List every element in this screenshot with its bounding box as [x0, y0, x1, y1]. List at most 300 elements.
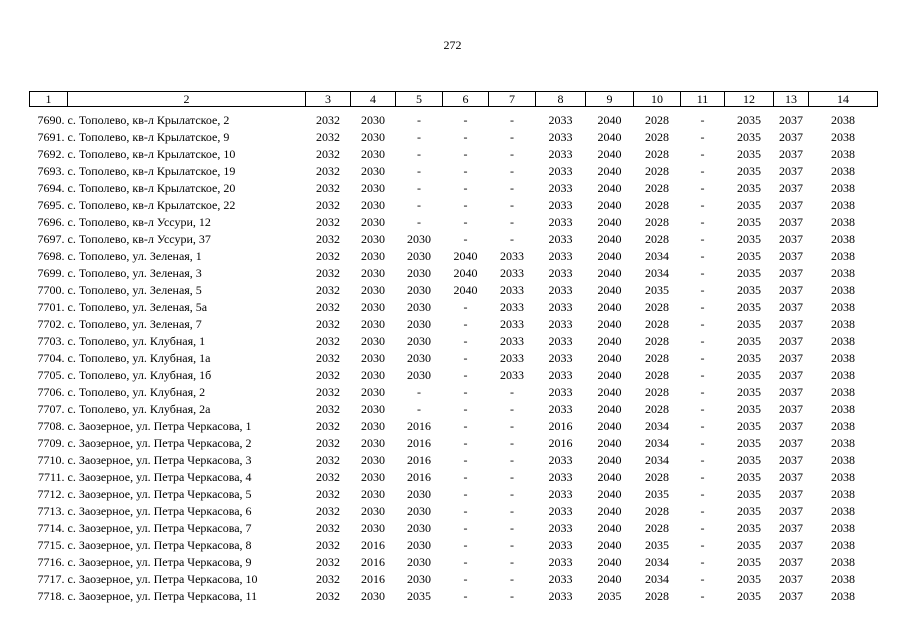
row-number: 7706.	[37, 385, 65, 399]
year-cell: 2028	[645, 130, 669, 144]
year-cell: 2038	[831, 521, 855, 535]
year-cell: 2035	[737, 453, 761, 467]
year-cell: -	[700, 334, 705, 348]
year-cell: 2037	[779, 147, 803, 161]
address-cell: с. Тополево, ул. Зеленая, 1	[67, 249, 202, 263]
year-cell: 2032	[316, 130, 340, 144]
year-cell: -	[700, 572, 705, 586]
table-row	[30, 503, 878, 520]
column-header: 10	[634, 92, 681, 107]
year-cell: 2037	[779, 215, 803, 229]
year-cell: 2038	[831, 232, 855, 246]
year-cell: 2037	[779, 572, 803, 586]
year-cell: 2033	[548, 266, 573, 280]
year-cell: 2033	[548, 351, 573, 365]
year-cell: 2032	[316, 419, 340, 433]
year-cell: 2032	[316, 521, 340, 535]
year-cell: 2038	[831, 130, 855, 144]
year-cell: 2028	[645, 198, 669, 212]
header-row	[30, 92, 878, 107]
page-number: 272	[443, 38, 462, 52]
address-cell: с. Тополево, кв-л Крылатское, 9	[67, 130, 230, 144]
year-cell: 2030	[407, 555, 431, 569]
year-cell: 2035	[737, 232, 761, 246]
year-cell: 2037	[779, 453, 803, 467]
year-cell: -	[510, 215, 514, 229]
address-cell: с. Заозерное, ул. Петра Черкасова, 8	[67, 538, 252, 552]
year-cell: 2032	[316, 266, 340, 280]
row-number: 7690.	[37, 113, 65, 127]
year-cell: 2033	[548, 334, 573, 348]
year-cell: -	[510, 572, 514, 586]
year-cell: 2035	[645, 283, 669, 297]
year-cell: 2033	[548, 555, 573, 569]
year-cell: 2033	[500, 283, 524, 297]
year-cell: 2032	[316, 470, 340, 484]
table-row	[30, 265, 878, 282]
year-cell: 2038	[831, 215, 855, 229]
table-row	[30, 418, 878, 435]
year-cell: -	[463, 147, 468, 161]
year-cell: 2038	[831, 402, 855, 416]
year-cell: 2038	[831, 589, 855, 603]
year-cell: 2035	[407, 589, 431, 603]
year-cell: 2032	[316, 164, 340, 178]
year-cell: -	[510, 164, 514, 178]
year-cell: 2037	[779, 368, 803, 382]
row-number: 7711.	[37, 470, 65, 484]
year-cell: 2030	[361, 453, 385, 467]
year-cell: 2038	[831, 385, 855, 399]
address-cell: с. Тополево, кв-л Уссури, 12	[67, 215, 211, 229]
year-cell: 2035	[737, 436, 761, 450]
year-cell: 2033	[548, 589, 573, 603]
year-cell: 2038	[831, 181, 855, 195]
column-header: 3	[306, 92, 351, 107]
year-cell: 2038	[831, 368, 855, 382]
year-cell: 2033	[548, 470, 573, 484]
year-cell: 2033	[548, 317, 573, 331]
year-cell: 2028	[645, 334, 669, 348]
year-cell: 2040	[597, 164, 622, 178]
year-cell: 2037	[779, 283, 803, 297]
address-cell: с. Тополево, ул. Клубная, 1а	[67, 351, 211, 365]
year-cell: 2030	[407, 504, 431, 518]
year-cell: 2037	[779, 300, 803, 314]
year-cell: 2028	[645, 215, 669, 229]
year-cell: -	[700, 436, 705, 450]
year-cell: 2033	[548, 113, 573, 127]
year-cell: -	[700, 232, 705, 246]
year-cell: -	[510, 504, 514, 518]
year-cell: -	[700, 266, 705, 280]
year-cell: 2032	[316, 504, 340, 518]
year-cell: 2035	[737, 198, 761, 212]
year-cell: 2040	[597, 215, 622, 229]
year-cell: -	[700, 300, 705, 314]
year-cell: 2028	[645, 113, 669, 127]
year-cell: 2032	[316, 198, 340, 212]
year-cell: -	[700, 317, 705, 331]
table-row	[30, 231, 878, 248]
year-cell: 2034	[645, 249, 669, 263]
year-cell: 2034	[645, 436, 669, 450]
table-row	[30, 282, 878, 299]
year-cell: -	[700, 351, 705, 365]
year-cell: 2028	[645, 317, 669, 331]
year-cell: -	[510, 521, 514, 535]
table-row	[30, 146, 878, 163]
year-cell: -	[510, 385, 514, 399]
year-cell: 2038	[831, 487, 855, 501]
row-number: 7707.	[37, 402, 65, 416]
year-cell: 2040	[597, 249, 622, 263]
year-cell: 2035	[737, 300, 761, 314]
year-cell: 2033	[548, 402, 573, 416]
year-cell: 2037	[779, 436, 803, 450]
year-cell: -	[463, 504, 468, 518]
row-number: 7694.	[37, 181, 65, 195]
table-row	[30, 554, 878, 571]
table-row	[30, 520, 878, 537]
year-cell: -	[700, 453, 705, 467]
year-cell: -	[463, 572, 468, 586]
year-cell: 2035	[737, 572, 761, 586]
row-number: 7708.	[37, 419, 65, 433]
year-cell: -	[463, 419, 468, 433]
year-cell: 2033	[548, 249, 573, 263]
row-number: 7704.	[37, 351, 65, 365]
year-cell: 2040	[453, 249, 478, 263]
year-cell: 2016	[361, 555, 385, 569]
year-cell: 2035	[737, 130, 761, 144]
year-cell: 2030	[361, 266, 385, 280]
year-cell: -	[463, 385, 468, 399]
row-number: 7716.	[37, 555, 65, 569]
row-number: 7692.	[37, 147, 65, 161]
year-cell: 2040	[597, 368, 622, 382]
year-cell: 2038	[831, 436, 855, 450]
year-cell: 2032	[316, 232, 340, 246]
year-cell: 2030	[407, 317, 431, 331]
year-cell: 2030	[361, 402, 385, 416]
table-row	[30, 486, 878, 503]
year-cell: 2030	[361, 589, 385, 603]
year-cell: 2035	[737, 487, 761, 501]
address-cell: с. Заозерное, ул. Петра Черкасова, 5	[67, 487, 252, 501]
year-cell: 2038	[831, 419, 855, 433]
column-header: 12	[725, 92, 774, 107]
year-cell: 2037	[779, 487, 803, 501]
year-cell: -	[463, 334, 468, 348]
year-cell: -	[463, 521, 468, 535]
address-cell: с. Тополево, ул. Зеленая, 5	[67, 283, 202, 297]
year-cell: -	[700, 198, 705, 212]
year-cell: -	[510, 402, 514, 416]
year-cell: 2030	[361, 504, 385, 518]
year-cell: 2037	[779, 317, 803, 331]
year-cell: 2030	[407, 521, 431, 535]
table-row	[30, 248, 878, 265]
year-cell: 2040	[597, 419, 622, 433]
year-cell: 2033	[548, 538, 573, 552]
year-cell: -	[510, 198, 514, 212]
table-row	[30, 469, 878, 486]
year-cell: 2038	[831, 164, 855, 178]
year-cell: 2035	[737, 351, 761, 365]
year-cell: 2032	[316, 453, 340, 467]
year-cell: -	[417, 198, 421, 212]
year-cell: -	[510, 589, 514, 603]
year-cell: 2040	[453, 283, 478, 297]
year-cell: -	[700, 215, 705, 229]
year-cell: 2035	[737, 368, 761, 382]
year-cell: 2028	[645, 402, 669, 416]
year-cell: 2033	[548, 283, 573, 297]
year-cell: 2033	[500, 334, 524, 348]
year-cell: 2040	[597, 181, 622, 195]
year-cell: 2037	[779, 589, 803, 603]
year-cell: 2035	[737, 113, 761, 127]
year-cell: 2034	[645, 453, 669, 467]
year-cell: 2030	[361, 385, 385, 399]
year-cell: 2040	[597, 538, 622, 552]
table-row	[30, 588, 878, 605]
address-cell: с. Заозерное, ул. Петра Черкасова, 4	[67, 470, 252, 484]
year-cell: 2040	[597, 555, 622, 569]
year-cell: 2038	[831, 249, 855, 263]
year-cell: 2033	[548, 521, 573, 535]
year-cell: 2032	[316, 317, 340, 331]
column-header: 2	[68, 92, 306, 107]
year-cell: 2040	[597, 487, 622, 501]
year-cell: 2035	[737, 538, 761, 552]
year-cell: 2034	[645, 419, 669, 433]
year-cell: 2016	[407, 453, 431, 467]
year-cell: -	[510, 470, 514, 484]
year-cell: 2037	[779, 402, 803, 416]
year-cell: -	[700, 368, 705, 382]
address-cell: с. Тополево, кв-л Уссури, 37	[67, 232, 211, 246]
year-cell: 2037	[779, 232, 803, 246]
year-cell: 2030	[361, 249, 385, 263]
year-cell: -	[700, 164, 705, 178]
year-cell: 2016	[407, 470, 431, 484]
year-cell: 2038	[831, 317, 855, 331]
column-header: 9	[586, 92, 634, 107]
year-cell: -	[463, 351, 468, 365]
year-cell: -	[700, 283, 705, 297]
year-cell: 2030	[361, 113, 385, 127]
year-cell: 2016	[361, 572, 385, 586]
year-cell: -	[510, 419, 514, 433]
year-cell: 2040	[597, 113, 622, 127]
year-cell: 2038	[831, 555, 855, 569]
year-cell: 2035	[737, 215, 761, 229]
address-cell: с. Заозерное, ул. Петра Черкасова, 2	[67, 436, 252, 450]
year-cell: 2035	[737, 181, 761, 195]
year-cell: 2032	[316, 334, 340, 348]
column-header: 5	[396, 92, 443, 107]
year-cell: 2033	[548, 504, 573, 518]
year-cell: 2037	[779, 521, 803, 535]
year-cell: -	[510, 147, 514, 161]
table-row	[30, 571, 878, 588]
year-cell: -	[510, 113, 514, 127]
year-cell: 2037	[779, 113, 803, 127]
year-cell: 2016	[361, 538, 385, 552]
year-cell: -	[510, 487, 514, 501]
year-cell: -	[417, 113, 421, 127]
year-cell: 2033	[500, 266, 524, 280]
year-cell: 2032	[316, 555, 340, 569]
year-cell: -	[463, 487, 468, 501]
year-cell: -	[463, 317, 468, 331]
year-cell: -	[417, 164, 421, 178]
year-cell: 2030	[361, 419, 385, 433]
year-cell: 2033	[548, 300, 573, 314]
table-body	[30, 107, 878, 606]
row-number: 7710.	[37, 453, 65, 467]
year-cell: 2040	[597, 147, 622, 161]
year-cell: 2032	[316, 249, 340, 263]
column-header: 14	[809, 92, 878, 107]
address-cell: с. Тополево, ул. Зеленая, 3	[67, 266, 202, 280]
year-cell: 2040	[597, 198, 622, 212]
year-cell: -	[417, 215, 421, 229]
table-row	[30, 350, 878, 367]
year-cell: 2035	[737, 317, 761, 331]
year-cell: 2040	[597, 334, 622, 348]
year-cell: -	[417, 181, 421, 195]
row-number: 7695.	[37, 198, 65, 212]
year-cell: -	[510, 130, 514, 144]
year-cell: 2035	[737, 266, 761, 280]
year-cell: 2033	[548, 487, 573, 501]
year-cell: 2016	[407, 436, 431, 450]
year-cell: 2030	[407, 572, 431, 586]
year-cell: 2032	[316, 300, 340, 314]
year-cell: 2032	[316, 181, 340, 195]
year-cell: 2040	[597, 470, 622, 484]
year-cell: 2038	[831, 538, 855, 552]
year-cell: 2030	[361, 147, 385, 161]
year-cell: 2035	[597, 589, 622, 603]
row-number: 7718.	[37, 589, 65, 603]
year-cell: 2035	[737, 283, 761, 297]
year-cell: 2030	[361, 198, 385, 212]
year-cell: 2028	[645, 368, 669, 382]
year-cell: 2030	[407, 249, 431, 263]
row-number: 7713.	[37, 504, 65, 518]
year-cell: 2033	[500, 351, 524, 365]
year-cell: 2037	[779, 266, 803, 280]
year-cell: 2028	[645, 300, 669, 314]
year-cell: 2028	[645, 385, 669, 399]
year-cell: -	[510, 436, 514, 450]
row-number: 7700.	[37, 283, 65, 297]
year-cell: 2030	[361, 334, 385, 348]
year-cell: -	[463, 538, 468, 552]
year-cell: 2033	[548, 232, 573, 246]
year-cell: 2033	[548, 453, 573, 467]
year-cell: 2030	[407, 487, 431, 501]
year-cell: 2038	[831, 198, 855, 212]
year-cell: 2037	[779, 419, 803, 433]
year-cell: 2033	[500, 300, 524, 314]
column-header: 8	[536, 92, 586, 107]
year-cell: 2035	[737, 589, 761, 603]
year-cell: -	[700, 487, 705, 501]
year-cell: -	[700, 181, 705, 195]
year-cell: 2030	[361, 300, 385, 314]
row-number: 7714.	[37, 521, 65, 535]
address-cell: с. Тополево, ул. Зеленая, 7	[67, 317, 202, 331]
year-cell: -	[417, 402, 421, 416]
year-cell: 2037	[779, 538, 803, 552]
year-cell: 2030	[407, 351, 431, 365]
year-cell: 2037	[779, 181, 803, 195]
row-number: 7697.	[37, 232, 65, 246]
column-header: 11	[681, 92, 725, 107]
year-cell: -	[463, 232, 468, 246]
year-cell: -	[700, 504, 705, 518]
year-cell: 2038	[831, 334, 855, 348]
address-cell: с. Тополево, ул. Зеленая, 5а	[67, 300, 208, 314]
year-cell: 2038	[831, 470, 855, 484]
year-cell: -	[417, 385, 421, 399]
row-number: 7698.	[37, 249, 65, 263]
row-number: 7691.	[37, 130, 65, 144]
year-cell: 2040	[597, 385, 622, 399]
address-cell: с. Тополево, ул. Клубная, 1б	[67, 368, 212, 382]
year-cell: -	[463, 215, 468, 229]
year-cell: 2030	[407, 368, 431, 382]
year-cell: 2032	[316, 538, 340, 552]
year-cell: 2030	[361, 470, 385, 484]
table-row	[30, 316, 878, 333]
year-cell: 2035	[737, 147, 761, 161]
year-cell: 2030	[361, 181, 385, 195]
year-cell: 2040	[597, 351, 622, 365]
year-cell: -	[700, 402, 705, 416]
table-row	[30, 214, 878, 231]
year-cell: 2037	[779, 504, 803, 518]
year-cell: 2028	[645, 164, 669, 178]
year-cell: 2033	[548, 368, 573, 382]
year-cell: -	[463, 181, 468, 195]
row-number: 7703.	[37, 334, 65, 348]
year-cell: -	[463, 555, 468, 569]
year-cell: 2040	[597, 283, 622, 297]
column-header: 7	[489, 92, 536, 107]
year-cell: 2033	[500, 368, 524, 382]
year-cell: 2030	[361, 164, 385, 178]
table-row	[30, 197, 878, 214]
year-cell: 2033	[500, 317, 524, 331]
address-cell: с. Тополево, кв-л Крылатское, 20	[67, 181, 236, 195]
table-row	[30, 367, 878, 384]
year-cell: 2032	[316, 487, 340, 501]
address-cell: с. Тополево, ул. Клубная, 2	[67, 385, 206, 399]
year-cell: 2033	[548, 215, 573, 229]
address-cell: с. Заозерное, ул. Петра Черкасова, 9	[67, 555, 252, 569]
row-number: 7715.	[37, 538, 65, 552]
year-cell: 2040	[453, 266, 478, 280]
year-cell: 2032	[316, 572, 340, 586]
year-cell: -	[700, 521, 705, 535]
table-row	[30, 333, 878, 350]
